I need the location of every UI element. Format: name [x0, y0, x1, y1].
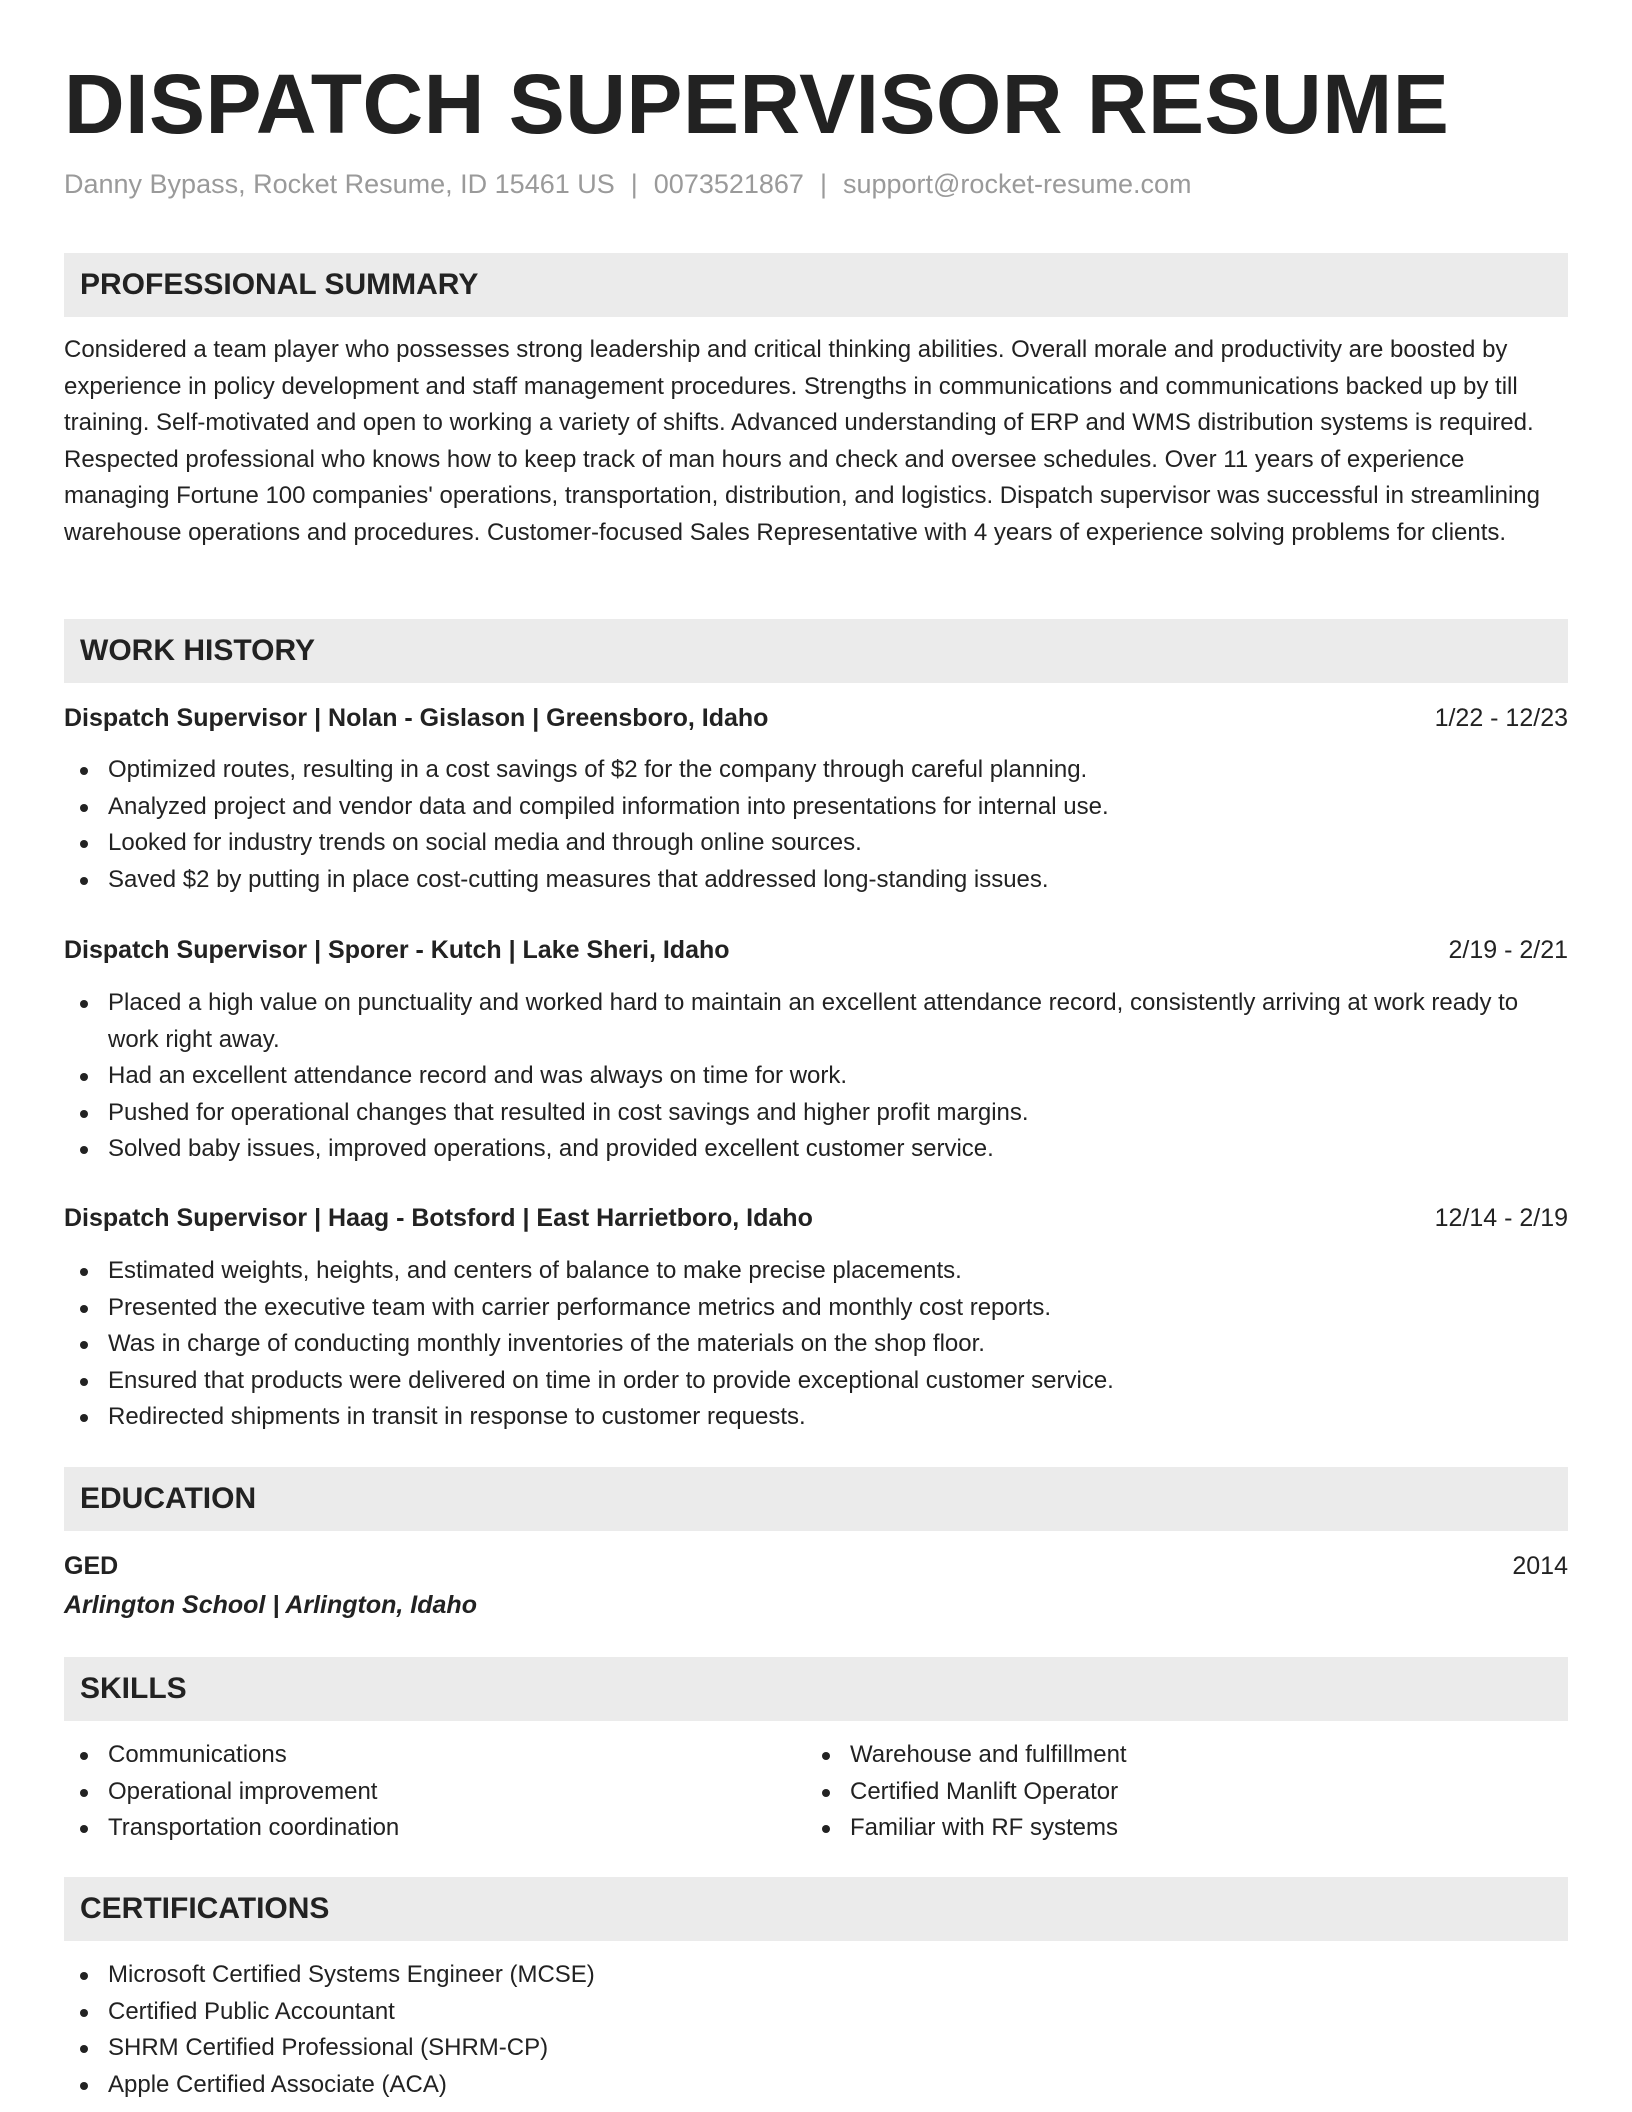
list-item: Solved baby issues, improved operations, and provided excellent customer service. — [64, 1131, 1568, 1168]
job-title: Dispatch Supervisor | Haag - Botsford | East Harrietboro, Idaho — [64, 1204, 813, 1232]
skills-list-right — [806, 1737, 1568, 1847]
certifications-list — [64, 1957, 1568, 2103]
job-dates: 12/14 - 2/19 — [1434, 1204, 1568, 1232]
list-item: Placed a high value on punctuality and worked hard to maintain an excellent attendance record, consistently arriving at work ready to work right away. — [64, 985, 1568, 1058]
skill-item: Operational improvement — [64, 1774, 806, 1811]
section-header-skills — [64, 1657, 1568, 1721]
skill-item: Transportation coordination — [64, 1810, 806, 1847]
certification-item: Apple Certified Associate (ACA) — [64, 2067, 1568, 2104]
job-title: Dispatch Supervisor | Nolan - Gislason | Greensboro, Idaho — [64, 704, 769, 732]
list-item: Optimized routes, resulting in a cost savings of $2 for the company through careful planning. — [64, 752, 1568, 789]
list-item: Saved $2 by putting in place cost-cutting measures that addressed long-standing issues. — [64, 862, 1568, 899]
list-item: Was in charge of conducting monthly inventories of the materials on the shop floor. — [64, 1326, 1568, 1363]
section-header-certifications — [64, 1877, 1568, 1941]
job-bullets — [64, 985, 1568, 1168]
list-item: Presented the executive team with carrier performance metrics and monthly cost reports. — [64, 1290, 1568, 1327]
job-bullets — [64, 752, 1568, 898]
list-item: Pushed for operational changes that resulted in cost savings and higher profit margins. — [64, 1095, 1568, 1132]
certification-item: Certified Public Accountant — [64, 1994, 1568, 2031]
contact-separator: | — [630, 169, 638, 199]
job-dates: 2/19 - 2/21 — [1448, 936, 1568, 964]
contact-line — [64, 166, 1192, 202]
education-year: 2014 — [1512, 1552, 1568, 1580]
list-item: Had an excellent attendance record and was always on time for work. — [64, 1058, 1568, 1095]
contact-separator: | — [819, 169, 827, 199]
job-header — [64, 932, 1568, 968]
list-item: Redirected shipments in transit in response to customer requests. — [64, 1399, 1568, 1436]
summary-text: Considered a team player who possesses strong leadership and critical thinking abilities. Overall morale and productivity are boosted by experience in policy development and staff management procedures. Strengths in communications and communications backed up by till training. Self-motivated and open to working a variety of shifts. Advanced understanding of ERP and WMS distribution systems is required. Respected professional who knows how to keep track of man hours and check and oversee schedules. Over 11 years of experience managing Fortune 100 companies' operations, transportation, distribution, and logistics. Dispatch supervisor was successful in streamlining warehouse operations and procedures. Customer-focused Sales Representative with 4 years of experience solving problems for clients. — [64, 336, 1540, 546]
section-header-professional-summary — [64, 253, 1568, 317]
section-heading: WORK HISTORY — [80, 634, 316, 667]
list-item: Estimated weights, heights, and centers of balance to make precise placements. — [64, 1253, 1568, 1290]
job-title: Dispatch Supervisor | Sporer - Kutch | Lake Sheri, Idaho — [64, 936, 730, 964]
education-school: Arlington School | Arlington, Idaho — [64, 1591, 477, 1619]
list-item: Analyzed project and vendor data and compiled information into presentations for internal use. — [64, 789, 1568, 826]
job-header — [64, 1200, 1568, 1236]
certification-item: Microsoft Certified Systems Engineer (MCSE) — [64, 1957, 1568, 1994]
list-item: Ensured that products were delivered on time in order to provide exceptional customer service. — [64, 1363, 1568, 1400]
section-heading: PROFESSIONAL SUMMARY — [80, 268, 479, 301]
skills-list-left — [64, 1737, 806, 1847]
contact-email[interactable]: support@rocket-resume.com — [842, 169, 1192, 199]
skill-item: Certified Manlift Operator — [806, 1774, 1568, 1811]
certification-item: SHRM Certified Professional (SHRM-CP) — [64, 2030, 1568, 2067]
contact-phone: 0073521867 — [653, 169, 804, 199]
education-degree: GED — [64, 1552, 119, 1580]
section-heading: SKILLS — [80, 1672, 187, 1705]
skill-item: Familiar with RF systems — [806, 1810, 1568, 1847]
section-header-work-history — [64, 619, 1568, 683]
section-heading: CERTIFICATIONS — [80, 1892, 330, 1925]
section-heading: EDUCATION — [80, 1482, 257, 1515]
job-header — [64, 700, 1568, 736]
list-item: Looked for industry trends on social media and through online sources. — [64, 825, 1568, 862]
contact-address: Danny Bypass, Rocket Resume, ID 15461 US — [64, 169, 615, 199]
job-dates: 1/22 - 12/23 — [1434, 704, 1568, 732]
resume-title: DISPATCH SUPERVISOR RESUME — [64, 57, 1450, 151]
job-bullets — [64, 1253, 1568, 1436]
section-header-education — [64, 1467, 1568, 1531]
skill-item: Communications — [64, 1737, 806, 1774]
skill-item: Warehouse and fulfillment — [806, 1737, 1568, 1774]
